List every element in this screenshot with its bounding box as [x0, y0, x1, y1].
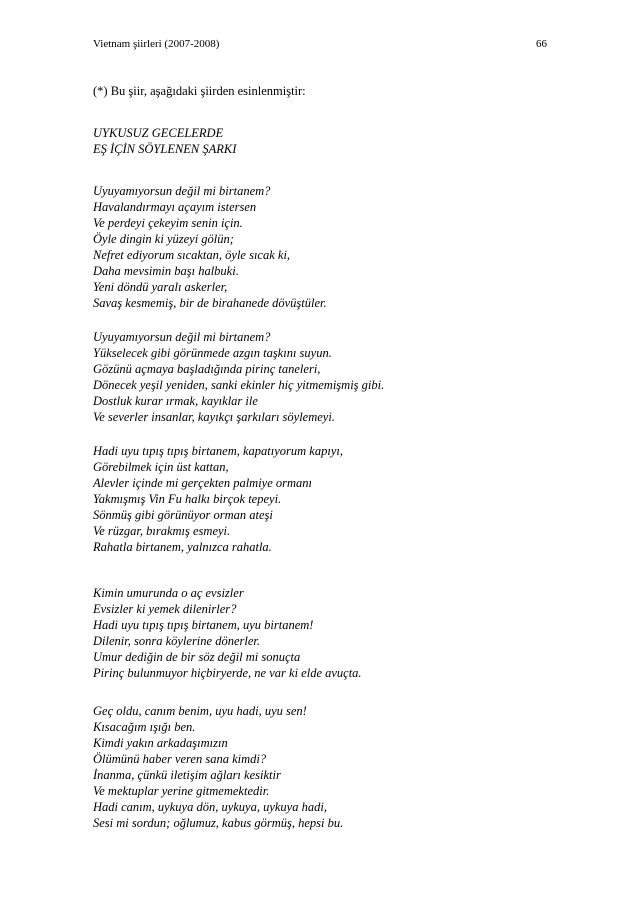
verse-line: Ve perdeyi çekeyim senin için. [93, 216, 243, 230]
verse-line: Geç oldu, canım benim, uyu hadi, uyu sen! [93, 704, 307, 718]
verse-line: Dönecek yeşil yeniden, sanki ekinler hiç yitmemişmiş gibi. [93, 378, 385, 392]
verse-line: Hadi uyu tıpış tıpış birtanem, kapatıyorum kapıyı, [93, 444, 343, 458]
verse-line: Havalandırmayı açayım istersen [93, 200, 257, 214]
verse-line: Nefret ediyorum sıcaktan, öyle sıcak ki, [93, 248, 291, 262]
verse-line: Hadi uyu tıpış tıpış birtanem, uyu birtanem! [93, 618, 314, 632]
verse-line: Yakmışmış Vin Fu halkı birçok tepeyi. [93, 492, 282, 506]
verse-line: Dostluk kurar ırmak, kayıklar ile [93, 394, 258, 408]
verse-line: Sesi mi sordun; oğlumuz, kabus görmüş, hepsi bu. [93, 816, 344, 830]
page-number: 66 [536, 38, 547, 50]
verse-line: Uyuyamıyorsun değil mi birtanem? [93, 184, 271, 198]
stanza [93, 443, 343, 555]
poem-title-line: EŞ İÇİN SÖYLENEN ŞARKI [93, 142, 237, 156]
verse-line: Ve rüzgar, bırakmış esmeyi. [93, 524, 231, 538]
verse-line: Savaş kesmemiş, bir de birahanede dövüştüler. [93, 296, 327, 310]
stanza [93, 329, 384, 425]
poem-title-line: UYKUSUZ GECELERDE [93, 126, 224, 140]
verse-line: Pirinç bulunmuyor hiçbiryerde, ne var ki elde avuçta. [93, 666, 362, 680]
verse-line: Hadi canım, uykuya dön, uykuya, uykuya hadi, [93, 800, 327, 814]
verse-line: Yükselecek gibi görünmede azgın taşkını suyun. [93, 346, 332, 360]
verse-line: İnanma, çünkü iletişim ağları kesiktir [93, 768, 281, 782]
verse-line: Uyuyamıyorsun değil mi birtanem? [93, 330, 271, 344]
intro-note: (*) Bu şiir, aşağıdaki şiirden esinlenmiştir: [93, 84, 306, 98]
verse-line: Dilenir, sonra köylerine dönerler. [93, 634, 260, 648]
verse-line: Daha mevsimin başı halbuki. [93, 264, 239, 278]
stanza [93, 183, 327, 311]
verse-line: Gözünü açmaya başladığında pirinç taneleri, [93, 362, 321, 376]
verse-line: Umur dediğin de bir söz değil mi sonuçta [93, 650, 301, 664]
page-header [93, 38, 547, 50]
verse-line: Kimdi yakın arkadaşımızın [93, 736, 228, 750]
verse-line: Ve mektuplar yerine gitmemektedir. [93, 784, 270, 798]
verse-line: Rahatla birtanem, yalnızca rahatla. [93, 540, 272, 554]
verse-line: Ölümünü haber veren sana kimdi? [93, 752, 267, 766]
verse-line: Sönmüş gibi görünüyor orman ateşi [93, 508, 273, 522]
verse-line: Evsizler ki yemek dilenirler? [93, 602, 237, 616]
verse-line: Kısacağım ışığı ben. [93, 720, 196, 734]
verse-line: Alevler içinde mi gerçekten palmiye ormanı [93, 476, 313, 490]
verse-line: Kimin umurunda o aç evsizler [93, 586, 244, 600]
stanza [93, 585, 362, 681]
verse-line: Görebilmek için üst kattan, [93, 460, 229, 474]
running-title: Vietnam şiirleri (2007-2008) [93, 38, 220, 50]
verse-line: Öyle dingin ki yüzeyi gölün; [93, 232, 234, 246]
stanza [93, 703, 343, 831]
verse-line: Ve severler insanlar, kayıkçı şarkıları söylemeyi. [93, 410, 335, 424]
poem-title [93, 125, 236, 157]
verse-line: Yeni döndü yaralı askerler, [93, 280, 228, 294]
